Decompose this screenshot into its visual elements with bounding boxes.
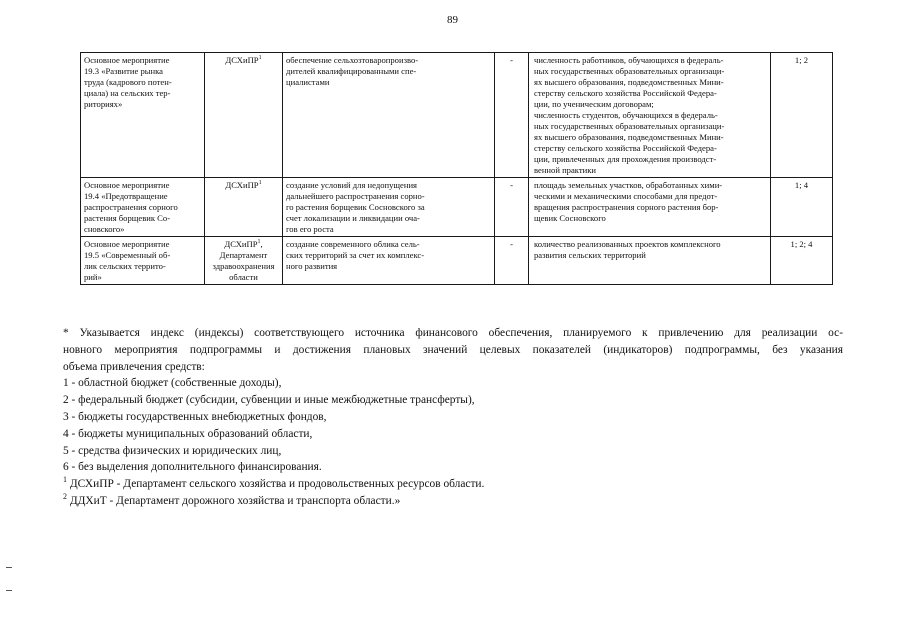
- table-row: [81, 178, 833, 237]
- executor-suffix: ,: [260, 239, 263, 249]
- cell-line: развития сельских территорий: [534, 250, 646, 260]
- footnote-text: ДДХиТ - Департамент дорожного хозяйства и транспорта области.»: [67, 494, 401, 507]
- table-row: [81, 237, 833, 285]
- page-number: 89: [447, 14, 458, 26]
- cell-line: дителей квалифицированными спе-: [286, 66, 417, 76]
- executor-name: ДСХиПР: [225, 180, 259, 190]
- cell-line: риториях»: [84, 99, 123, 109]
- cell-line: [206, 239, 281, 250]
- cell-line: [206, 261, 281, 272]
- cell-line: лик сельских террито-: [84, 261, 166, 271]
- goal-cell: [283, 178, 495, 237]
- source-item: 5 - средства физических и юридических лиц,: [63, 444, 282, 457]
- cell-line: Основное мероприятие: [84, 55, 170, 65]
- cell-line: создание условий для недопущения: [286, 180, 418, 190]
- indicators-cell: [529, 53, 771, 178]
- cell-line: ных государственных образовательных организаци-: [534, 121, 725, 131]
- measures-table: [80, 52, 833, 285]
- cell-line: 19.5 «Современный об-: [84, 250, 171, 260]
- cell-line: венной практики: [534, 165, 596, 175]
- cell-line: создание современного облика сель-: [286, 239, 420, 249]
- executor-cell: [205, 178, 283, 237]
- executor-name: ДСХиПР: [225, 55, 259, 65]
- scan-edge-mark: [6, 567, 12, 568]
- cell-line: циала) на сельских тер-: [84, 88, 171, 98]
- cell-line: го растения борщевик Сосновского за: [286, 202, 425, 212]
- footnote: [63, 493, 843, 510]
- goal-cell: [283, 237, 495, 285]
- footnote-mark: 1: [258, 180, 262, 187]
- sources-cell: 1; 4: [771, 178, 833, 237]
- cell-line: обеспечение сельхозтоваропроизво-: [286, 55, 419, 65]
- footnote-mark: 1: [63, 475, 67, 485]
- dash-cell: -: [495, 237, 529, 285]
- executor-cell: [205, 53, 283, 178]
- footnote-mark: 1: [258, 55, 262, 62]
- indicators-cell: [529, 237, 771, 285]
- executor-name: здравоохранения: [212, 261, 275, 271]
- footnote-text: ДСХиПР - Департамент сельского хозяйства и продовольственных ресурсов области.: [67, 478, 485, 491]
- cell-line: сновского»: [84, 224, 125, 234]
- note-intro-line: объема привлечения средств:: [63, 360, 205, 373]
- executor-cell: [205, 237, 283, 285]
- cell-line: растения борщевик Со-: [84, 213, 171, 223]
- cell-line: 19.4 «Предотвращение: [84, 191, 168, 201]
- cell-line: [206, 250, 281, 261]
- cell-line: численность студентов, обучающихся в федераль-: [534, 110, 718, 120]
- cell-line: циалистами: [286, 77, 330, 87]
- cell-line: ции, по ученическим договорам;: [534, 99, 654, 109]
- cell-line: ных государственных образовательных организаци-: [534, 66, 725, 76]
- indicators-cell: [529, 178, 771, 237]
- executor-name: ДСХиПР: [224, 239, 258, 249]
- event-cell: [81, 53, 205, 178]
- cell-line: стерству сельского хозяйства Российской Федера-: [534, 88, 717, 98]
- source-item: 1 - областной бюджет (собственные доходы),: [63, 377, 282, 390]
- footnote: [63, 476, 843, 493]
- event-cell: [81, 237, 205, 285]
- source-item: 6 - без выделения дополнительного финансирования.: [63, 461, 322, 474]
- executor-name: Департамент: [219, 250, 268, 260]
- event-cell: [81, 178, 205, 237]
- cell-line: ях высшего образования, подведомственных Мини-: [534, 77, 724, 87]
- dash-cell: -: [495, 178, 529, 237]
- cell-line: счет локализации и ликвидации оча-: [286, 213, 420, 223]
- cell-line: численность работников, обучающихся в федераль-: [534, 55, 724, 65]
- cell-line: ческими и механическими способами для предот-: [534, 191, 718, 201]
- cell-line: стерству сельского хозяйства Российской Федера-: [534, 143, 717, 153]
- sources-cell: 1; 2: [771, 53, 833, 178]
- scan-edge-mark: [6, 590, 12, 591]
- cell-line: [206, 180, 281, 191]
- cell-line: ного развития: [286, 261, 338, 271]
- notes-section: [63, 325, 843, 510]
- cell-line: ях высшего образования, подведомственных Мини-: [534, 132, 724, 142]
- cell-line: 19.3 «Развитие рынка: [84, 66, 163, 76]
- cell-line: количество реализованных проектов комплексного: [534, 239, 721, 249]
- note-intro-line: * Указывается индекс (индексы) соответствующего источника финансового обеспечения, планируемого к привлечению для реализации ос-: [63, 327, 843, 339]
- footnote-mark: 2: [63, 492, 67, 502]
- cell-line: площадь земельных участков, обработанных хими-: [534, 180, 723, 190]
- cell-line: Основное мероприятие: [84, 239, 170, 249]
- source-item: 4 - бюджеты муниципальных образований области,: [63, 427, 313, 440]
- cell-line: [206, 55, 281, 66]
- sources-cell: 1; 2; 4: [771, 237, 833, 285]
- cell-line: щевик Сосновского: [534, 213, 606, 223]
- goal-cell: [283, 53, 495, 178]
- cell-line: распространения сорного: [84, 202, 178, 212]
- cell-line: вращения распространения сорного растения бор-: [534, 202, 719, 212]
- cell-line: ских территорий за счет их комплекс-: [286, 250, 425, 260]
- source-item: 3 - бюджеты государственных внебюджетных фондов,: [63, 410, 327, 423]
- cell-line: Основное мероприятие: [84, 180, 170, 190]
- executor-name: области: [229, 272, 258, 282]
- cell-line: ции, привлеченных для прохождения производст-: [534, 154, 717, 164]
- dash-cell: -: [495, 53, 529, 178]
- table-row: [81, 53, 833, 178]
- cell-line: рий»: [84, 272, 102, 282]
- note-intro-line: новного мероприятия подпрограммы и достижения плановых значений целевых показателей (индикаторов) подпрограммы, без указания: [63, 343, 843, 356]
- footnote-mark: 1: [257, 239, 261, 246]
- cell-line: гов его роста: [286, 224, 334, 234]
- source-item: 2 - федеральный бюджет (субсидии, субвенции и иные межбюджетные трансферты),: [63, 394, 475, 407]
- cell-line: труда (кадрового потен-: [84, 77, 172, 87]
- cell-line: [206, 272, 281, 283]
- cell-line: дальнейшего распространения сорно-: [286, 191, 425, 201]
